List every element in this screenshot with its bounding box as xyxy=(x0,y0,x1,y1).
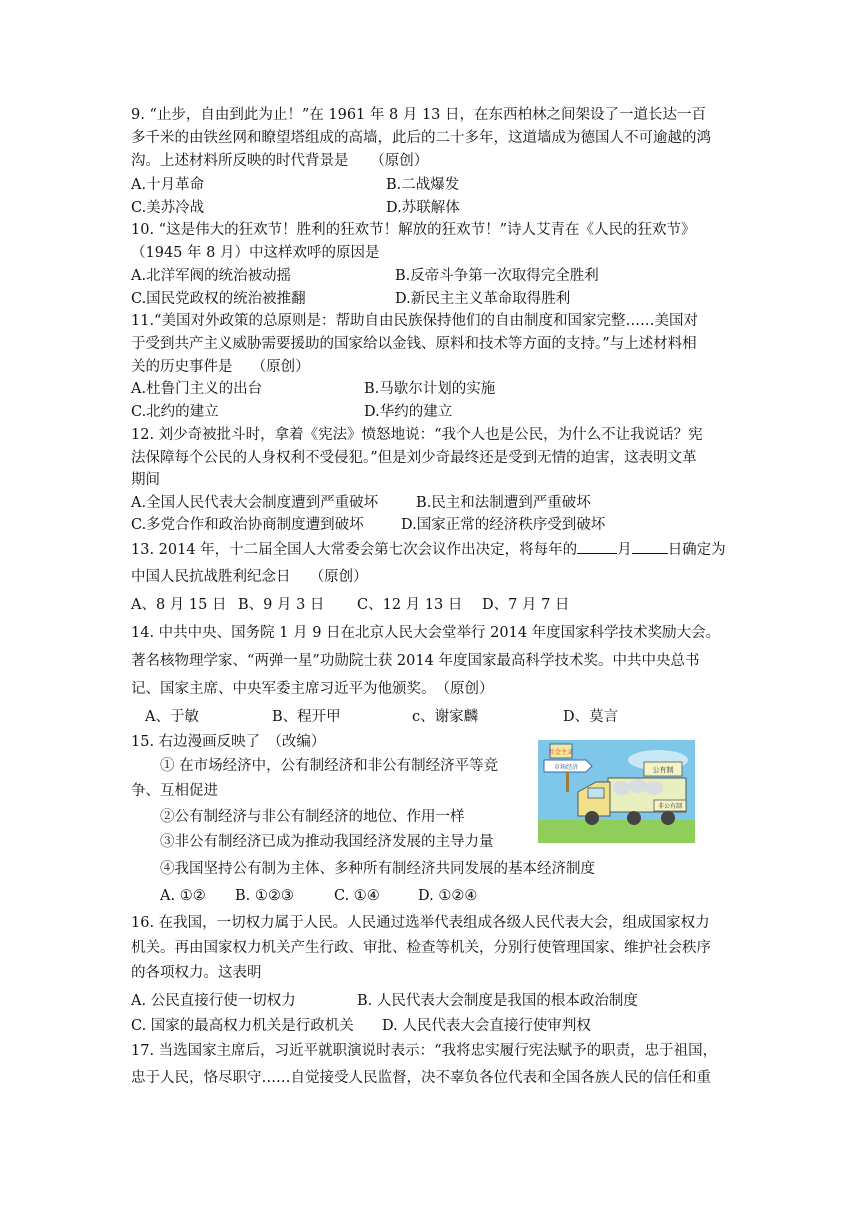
q10-option-b: B.反帝斗争第一次取得完全胜利 xyxy=(395,268,599,284)
q15-item-1-cont: 争、互相促进 xyxy=(131,783,218,799)
q14-option-c: c、谢家麟 xyxy=(412,709,479,725)
q12-option-d: D.国家正常的经济秩序受到破坏 xyxy=(401,517,606,533)
q12-line-1: 12. 刘少奇被批斗时，拿着《宪法》愤怒地说：“我个人也是公民，为什么不让我说话？宪 xyxy=(131,427,703,443)
q14-option-d: D、莫言 xyxy=(563,709,619,725)
q11-option-c: C.北约的建立 xyxy=(131,404,219,420)
q16-option-a: A. 公民直接行使一切权力 xyxy=(131,993,296,1009)
q10-option-d: D.新民主主义革命取得胜利 xyxy=(395,291,571,307)
cartoon-wheel xyxy=(627,811,641,825)
q16-option-d: D. 人民代表大会直接行使审判权 xyxy=(382,1018,591,1034)
cartoon-image xyxy=(538,740,695,843)
q11-line-3: 关的历史事件是 （原创） xyxy=(131,359,310,375)
q15-title: 15. 右边漫画反映了 （改编） xyxy=(131,734,326,750)
q16-line-2: 机关。再由国家权力机关产生行政、审批、检查等机关，分别行使管理国家、维护社会秩序 xyxy=(131,940,711,956)
q17-line-2: 忠于人民，恪尽职守……自觉接受人民监督，决不辜负各位代表和全国各族人民的信任和重 xyxy=(131,1070,711,1086)
q9-option-b: B.二战爆发 xyxy=(386,177,460,193)
cartoon-wheel xyxy=(585,811,599,825)
q13-option-b: B、9 月 3 日 xyxy=(238,597,325,613)
q14-option-b: B、程开甲 xyxy=(272,709,341,725)
cartoon-sign-bottom-text: 市场经济 xyxy=(553,764,579,771)
q12-line-3: 期间 xyxy=(131,472,160,488)
q13-month-label: 月 xyxy=(617,542,632,558)
cartoon-sign-pole xyxy=(566,772,569,792)
q10-option-c: C.国民党政权的统治被推翻 xyxy=(131,291,306,307)
q9-option-a: A.十月革命 xyxy=(131,177,205,193)
cartoon-cargo xyxy=(629,779,647,793)
q9-line-1: 9. “止步，自由到此为止！”在 1961 年 8 月 13 日，在东西柏林之间架设了一道长达一百 xyxy=(131,107,706,123)
q12-option-c: C.多党合作和政治协商制度遭到破坏 xyxy=(131,517,364,533)
cartoon-truck-window xyxy=(588,788,604,798)
q11-option-b: B.马歇尔计划的实施 xyxy=(364,381,496,397)
q10-line-2: （1945 年 8 月）中这样欢呼的原因是 xyxy=(131,245,380,261)
q13-line-2: 中国人民抗战胜利纪念日 （原创） xyxy=(131,569,368,585)
q13-blank-month xyxy=(577,538,617,554)
q9-line-2: 多千米的由铁丝网和瞭望塔组成的高墙，此后的二十多年，这道墙成为德国人不可逾越的鸿 xyxy=(131,130,711,146)
cartoon-front-text: 公有制 xyxy=(652,766,674,774)
q13-line-1 xyxy=(131,538,726,561)
q9-line-3: 沟。上述材料所反映的时代背景是 （原创） xyxy=(131,153,429,169)
q11-line-1: 11.“美国对外政策的总原则是：帮助自由民族保持他们的自由制度和国家完整……美国对 xyxy=(131,313,698,329)
q12-line-2: 法保障每个公民的人身权利不受侵犯。”但是刘少奇最终还是受到无情的迫害，这表明文革 xyxy=(131,450,697,466)
cartoon-cargo xyxy=(613,781,631,795)
q12-option-b: B.民主和法制遭到严重破坏 xyxy=(416,495,591,511)
q11-line-2: 于受到共产主义威胁需要援助的国家给以金钱、原料和技术等方面的支持。”与上述材料相 xyxy=(131,336,697,352)
q15-option-a: A. ①② xyxy=(160,888,206,904)
q13-option-a: A、8 月 15 日 xyxy=(131,597,227,613)
q11-option-a: A.杜鲁门主义的出台 xyxy=(131,381,263,397)
q15-option-d: D. ①②④ xyxy=(418,888,478,904)
q15-item-3: ③非公有制经济已成为推动我国经济发展的主导力量 xyxy=(160,834,494,850)
q11-option-d: D.华约的建立 xyxy=(364,404,453,420)
q14-line-3: 记、国家主席、中央军委主席习近平为他颁奖。 （原创） xyxy=(131,681,494,697)
q15-item-2: ②公有制经济与非公有制经济的地位、作用一样 xyxy=(160,809,465,825)
cartoon-sign-top-text: 社会主义 xyxy=(548,749,574,756)
q15-item-4: ④我国坚持公有制为主体、多种所有制经济共同发展的基本经济制度 xyxy=(160,861,595,877)
q15-item-1: ① 在市场经济中，公有制经济和非公有制经济平等竞 xyxy=(160,758,499,774)
q13-option-c: C、12 月 13 日 xyxy=(357,597,463,613)
q16-line-3: 的各项权力。这表明 xyxy=(131,965,262,981)
q14-line-2: 著名核物理学家、“两弹一星”功勋院士获 2014 年度国家最高科学技术奖。中共中央总书 xyxy=(131,653,700,669)
q16-line-1: 16. 在我国，一切权力属于人民。人民通过选举代表组成各级人民代表大会，组成国家权力 xyxy=(131,915,710,931)
q10-option-a: A.北洋军阀的统治被动摇 xyxy=(131,268,292,284)
q15-option-b: B. ①②③ xyxy=(235,888,294,904)
q13-text-before: 13. 2014 年，十二届全国人大常委会第七次会议作出决定，将每年的 xyxy=(131,542,578,558)
cartoon-back-text: 非公有制 xyxy=(657,803,683,810)
q12-option-a: A.全国人民代表大会制度遭到严重破坏 xyxy=(131,495,379,511)
q13-text-after: 日确定为 xyxy=(667,542,726,558)
q15-option-c: C. ①④ xyxy=(334,888,380,904)
q14-line-1: 14. 中共中央、国务院 1 月 9 日在北京人民大会堂举行 2014 年度国家科学技术奖励大会。 xyxy=(131,625,721,641)
q17-line-1: 17. 当选国家主席后，习近平就职演说时表示：“我将忠实履行宪法赋予的职责，忠于祖国， xyxy=(131,1043,718,1059)
q10-line-1: 10. “这是伟大的狂欢节！胜利的狂欢节！解放的狂欢节！”诗人艾青在《人民的狂欢节》 xyxy=(131,222,696,238)
q16-option-b: B. 人民代表大会制度是我国的根本政治制度 xyxy=(357,993,638,1009)
q9-option-c: C.美苏冷战 xyxy=(131,200,205,216)
q13-blank-day xyxy=(632,538,668,554)
q14-option-a: A、于敏 xyxy=(145,709,199,725)
cartoon-wheel xyxy=(661,811,675,825)
q9-option-d: D.苏联解体 xyxy=(386,200,460,216)
q16-option-c: C. 国家的最高权力机关是行政机关 xyxy=(131,1018,354,1034)
q13-option-d: D、7 月 7 日 xyxy=(482,597,570,613)
cartoon-cargo xyxy=(645,781,663,795)
